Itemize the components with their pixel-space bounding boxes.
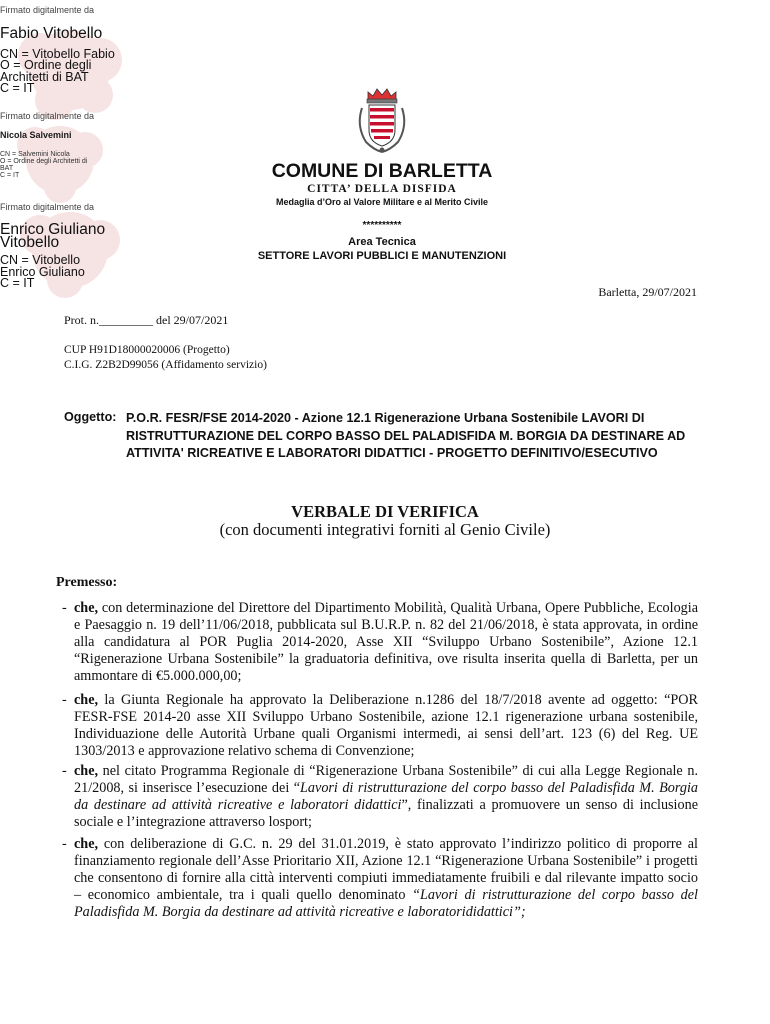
signature-block-1 bbox=[0, 6, 150, 95]
bullet-dash: - bbox=[62, 600, 67, 616]
signer-dn-line: Enrico Giuliano bbox=[0, 264, 85, 279]
signer-dn-line: CN = Vitobello bbox=[0, 253, 81, 267]
signer-dn-line: CN = Salvemini Nicola bbox=[0, 151, 70, 158]
oggetto-line: RISTRUTTURAZIONE DEL CORPO BASSO DEL PALADISFIDA M. BORGIA DA DESTINARE AD bbox=[126, 428, 686, 443]
cig-code: C.I.G. Z2B2D99056 (Affidamento servizio) bbox=[64, 359, 267, 371]
item-text-italic: “Lavori di ristrutturazione del corpo basso del Paladisfida M. Borgia da destinare ad attività ricreative e laboratorididattici”; bbox=[74, 887, 698, 920]
oggetto-text bbox=[126, 410, 706, 463]
stars-divider: ********** bbox=[362, 220, 402, 231]
signer-name: Nicola Salvemini bbox=[0, 130, 72, 140]
signer-dn-line: C = IT bbox=[0, 276, 35, 290]
item-text-italic: Lavori di ristrutturazione del corpo basso del Paladisfida M. Borgia da destinare ad attività ricreative e laboratori didattici bbox=[74, 780, 698, 813]
premessa-item-1 bbox=[62, 600, 698, 685]
signer-dn-line: O = Ordine degli Architetti di bbox=[0, 158, 88, 165]
signer-dn-line: Architetti di BAT bbox=[0, 69, 89, 84]
signer-dn-line: C = IT bbox=[0, 81, 35, 95]
settore-title: SETTORE LAVORI PUBBLICI E MANUTENZIONI bbox=[257, 250, 507, 262]
signer-name-line: Vitobello bbox=[0, 234, 60, 251]
premessa-item-3 bbox=[62, 763, 698, 831]
che-keyword: che, bbox=[74, 600, 99, 616]
medaglia-text: Medaglia d’Oro al Valore Militare e al Merito Civile bbox=[275, 197, 489, 207]
bullet-dash: - bbox=[62, 692, 67, 708]
signer-dn-line: C = IT bbox=[0, 172, 20, 179]
item-text: nel citato Programma Regionale di “Rigenerazione Urbana Sostenibile” di cui alla Legge Regionale n. 21/2008, si inserisce l’esecuzione dei “ bbox=[74, 763, 698, 796]
item-text: la Giunta Regionale ha approvato la Deliberazione n.1286 del 18/7/2018 avente ad oggetto: “POR FESR-FSE 2014-20 asse XII Sviluppo Urbano Sostenibile, azione 12.1 rigenerazione urbana sostenibile, Individuazione delle Autorità Urbane quali Organismi intermedi, ai sensi dell’art. 123 (6) del Reg. UE 1303/2013 e approvazione relativo schema di Convenzione; bbox=[74, 692, 698, 759]
signature-caption: Firmato digitalmente da bbox=[0, 5, 95, 15]
item-text: ”, finalizzati a promuovere un senso di inclusione sociale e l’integrazione attraverso losport; bbox=[74, 797, 698, 830]
signature-caption: Firmato digitalmente da bbox=[0, 111, 95, 121]
comune-title: COMUNE DI BARLETTA bbox=[271, 160, 493, 182]
item-text: con determinazione del Direttore del Dipartimento Mobilità, Qualità Urbana, Opere Pubbliche, Ecologia e Paesaggio n. 19 dell’11/06/2018, pubblicata sul B.U.R.P. n. 82 del 21/06/2018, è stata approvata, in ordine alla candidatura al POR Puglia 2014-2020, Asse XII “Sviluppo Urbano Sostenibile”, Azione 12.1 “Rigenerazione Urbana Sostenibile” la graduatoria definitiva, ove risulta inserita quella di Barletta, per un ammontare di €5.000.000,00; bbox=[74, 600, 698, 684]
premessa-item-2 bbox=[62, 692, 698, 760]
barletta-coat-of-arms-icon bbox=[354, 86, 410, 156]
verbale-title: VERBALE DI VERIFICA bbox=[291, 502, 479, 521]
verbale-subtitle: (con documenti integrativi forniti al Genio Civile) bbox=[219, 520, 551, 539]
oggetto-line: ATTIVITA' RICREATIVE E LABORATORI DIDATTICI - PROGETTO DEFINITIVO/ESECUTIVO bbox=[126, 446, 658, 460]
item-text: con deliberazione di G.C. n. 29 del 31.01.2019, è stato approvato l’indirizzo politico di proporre al finanziamento regionale dell’Asse Prioritario XII, Azione 12.1 “Rigenerazione Urbana Sostenibile” i progetti che consentono di fornire alla città interventi compiuti immediatamente fruibili e dal rilevante impatto socio – economico ambientale, tra i quali quello denominato bbox=[74, 836, 698, 903]
citta-subtitle: CITTA’ DELLA DISFIDA bbox=[307, 183, 457, 195]
oggetto-label: Oggetto: bbox=[64, 410, 117, 424]
signer-dn-line: O = Ordine degli bbox=[0, 58, 92, 72]
bullet-dash: - bbox=[62, 836, 67, 852]
oggetto-line: P.O.R. FESR/FSE 2014-2020 - Azione 12.1 Rigenerazione Urbana Sostenibile LAVORI DI bbox=[126, 411, 645, 425]
place-date: Barletta, 29/07/2021 bbox=[598, 285, 697, 299]
protocol-line: Prot. n._________ del 29/07/2021 bbox=[64, 313, 229, 327]
che-keyword: che, bbox=[74, 836, 99, 852]
premesso-heading: Premesso: bbox=[56, 575, 118, 590]
signer-dn-line: BAT bbox=[0, 165, 14, 172]
che-keyword: che, bbox=[74, 763, 99, 779]
signer-name: Fabio Vitobello bbox=[0, 25, 103, 42]
signature-block-3 bbox=[0, 203, 150, 290]
premessa-item-4 bbox=[62, 836, 698, 921]
bullet-dash: - bbox=[62, 763, 67, 779]
signer-dn-line: CN = Vitobello Fabio bbox=[0, 46, 115, 61]
signature-block-2 bbox=[0, 112, 150, 179]
area-tecnica: Area Tecnica bbox=[348, 236, 416, 248]
signature-caption: Firmato digitalmente da bbox=[0, 202, 95, 212]
cup-code: CUP H91D18000020006 (Progetto) bbox=[64, 344, 230, 356]
signer-name-line: Enrico Giuliano bbox=[0, 221, 106, 238]
che-keyword: che, bbox=[74, 692, 99, 708]
